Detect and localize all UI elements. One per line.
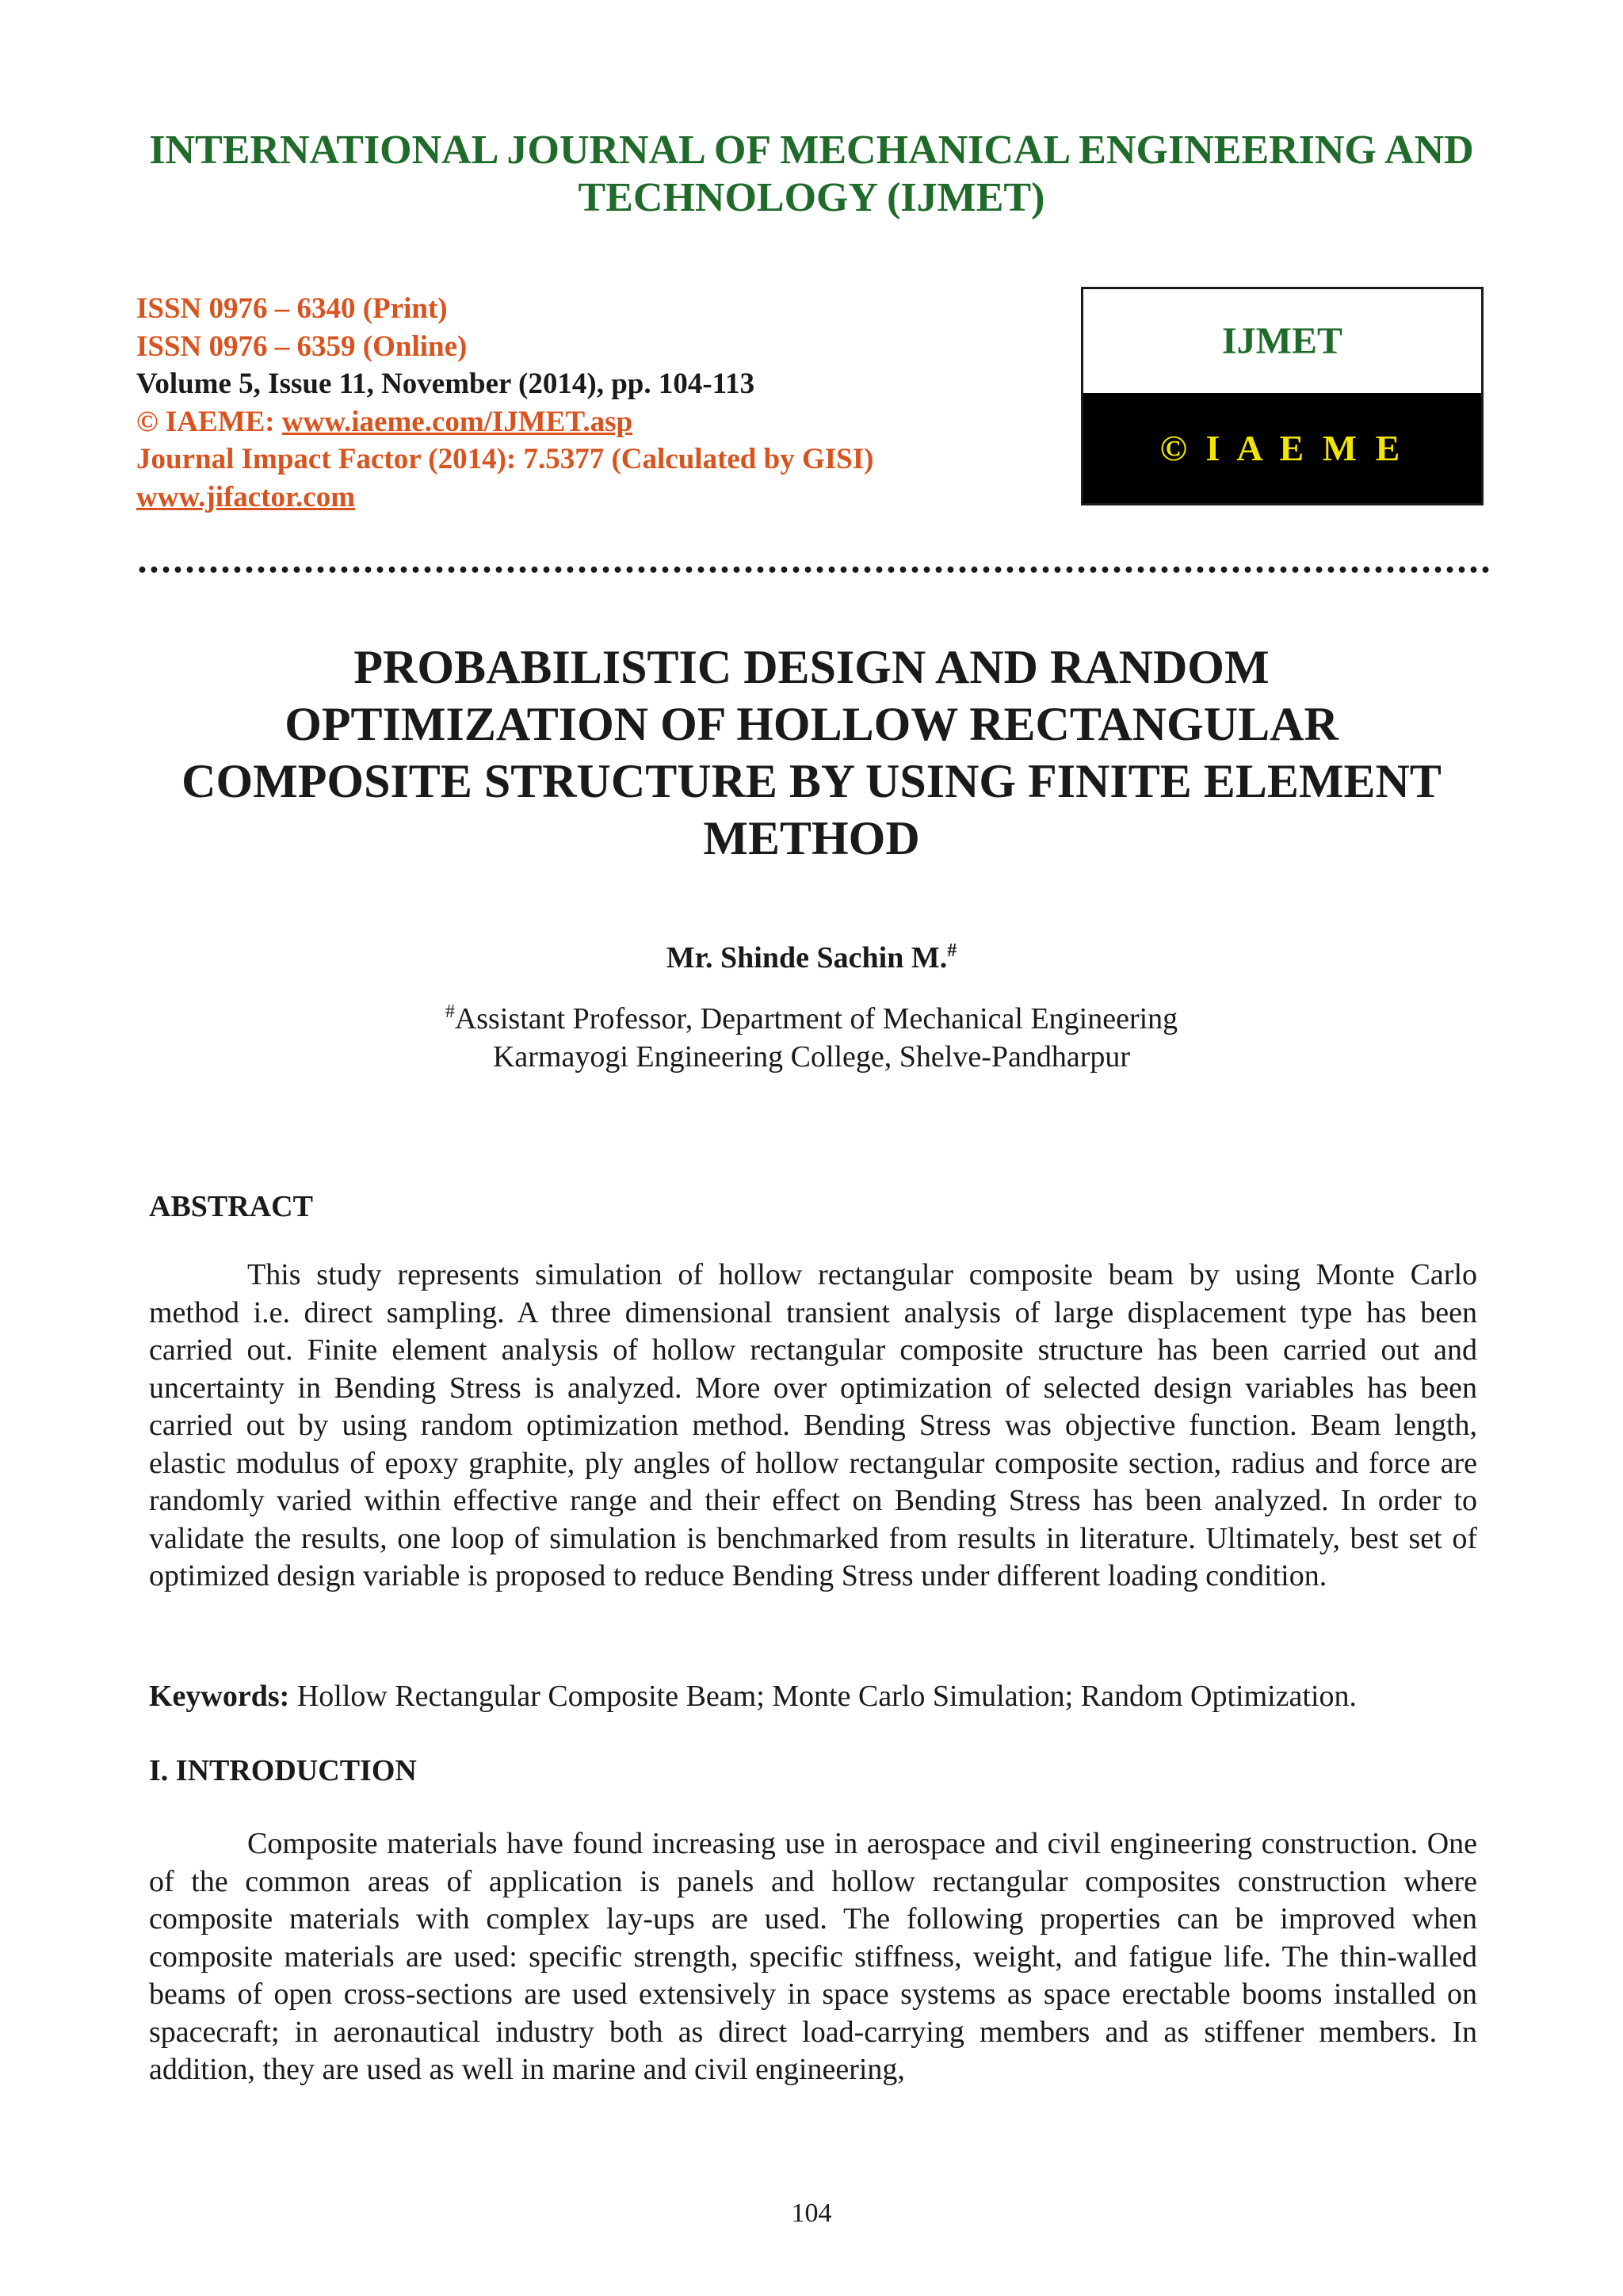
journal-meta bbox=[136, 290, 1040, 516]
keywords-label: Keywords: bbox=[149, 1680, 290, 1713]
paper-title-line3: COMPOSITE STRUCTURE BY USING FINITE ELEMENT bbox=[181, 755, 1442, 807]
dotted-divider bbox=[136, 564, 1491, 575]
badge-publisher: © I A E M E bbox=[1083, 393, 1481, 503]
author-text: Mr. Shinde Sachin M. bbox=[666, 941, 948, 974]
jifactor-link[interactable]: www.jifactor.com bbox=[136, 480, 356, 513]
iaeme-link[interactable]: www.iaeme.com/IJMET.asp bbox=[281, 405, 633, 438]
paper-title-line2: OPTIMIZATION OF HOLLOW RECTANGULAR bbox=[285, 698, 1338, 750]
badge-title: IJMET bbox=[1083, 289, 1481, 393]
journal-title-line2: TECHNOLOGY (IJMET) bbox=[578, 175, 1045, 220]
introduction-text: Composite materials have found increasing use in aerospace and civil engineering construction. One of the common areas of application is panels and hollow rectangular composites construction where composite materials with complex lay-ups are used. The following properties can be improved when composite materials are used: specific strength, specific stiffness, weight, and fatigue life. The thin-walled beams of open cross-sections are used extensively in space systems as space erectable booms installed on spacecraft; in aeronautical industry both as direct load-carrying members and as stiffener members. In addition, they are used as well in marine and civil engineering, bbox=[149, 1827, 1477, 2086]
affiliation-line2: Karmayogi Engineering College, Shelve-Pandharpur bbox=[492, 1040, 1131, 1074]
page-number: 104 bbox=[791, 2199, 832, 2228]
keywords-text: Hollow Rectangular Composite Beam; Monte Carlo Simulation; Random Optimization. bbox=[289, 1680, 1358, 1713]
keywords bbox=[149, 1678, 1496, 1715]
introduction-heading: I. INTRODUCTION bbox=[149, 1754, 417, 1787]
author-mark: # bbox=[947, 940, 957, 961]
affiliation-line1: Assistant Professor, Department of Mechanical Engineering bbox=[454, 1002, 1178, 1035]
iaeme-line bbox=[136, 403, 1040, 441]
author-affiliation bbox=[127, 1000, 1496, 1076]
ijmet-badge bbox=[1081, 287, 1484, 505]
impact-factor: Journal Impact Factor (2014): 7.5377 (Calculated by GISI) bbox=[136, 443, 874, 475]
iaeme-prefix: © IAEME: bbox=[136, 405, 282, 438]
issn-online: ISSN 0976 – 6359 (Online) bbox=[136, 330, 468, 363]
author-name bbox=[127, 940, 1496, 976]
journal-title bbox=[95, 127, 1528, 222]
abstract-text: This study represents simulation of hollow rectangular composite beam by using Monte Carlo method i.e. direct sampling. A three dimensional transient analysis of large displacement type has been carried out. Finite element analysis of hollow rectangular composite structure has been carried out and uncertainty in Bending Stress is analyzed. More over optimization of selected design variables has been carried out by using random optimization method. Bending Stress was objective function. Beam length, elastic modulus of epoxy graphite, ply angles of hollow rectangular composite section, radius and force are randomly varied within effective range and their effect on Bending Stress has been analyzed. In order to validate the results, one loop of simulation is benchmarked from results in literature. Ultimately, best set of optimized design variable is proposed to reduce Bending Stress under different loading condition. bbox=[149, 1258, 1477, 1592]
abstract-heading: ABSTRACT bbox=[149, 1190, 313, 1223]
journal-title-line1: INTERNATIONAL JOURNAL OF MECHANICAL ENGINEERING AND bbox=[149, 128, 1474, 173]
affiliation-mark: # bbox=[445, 1001, 455, 1022]
volume-info: Volume 5, Issue 11, November (2014), pp. 104-113 bbox=[136, 368, 755, 400]
paper-title bbox=[127, 639, 1496, 867]
paper-title-line4: METHOD bbox=[703, 812, 920, 864]
jifactor-line bbox=[136, 479, 1040, 517]
issn-print: ISSN 0976 – 6340 (Print) bbox=[136, 292, 448, 325]
paper-title-line1: PROBABILISTIC DESIGN AND RANDOM bbox=[353, 641, 1270, 693]
